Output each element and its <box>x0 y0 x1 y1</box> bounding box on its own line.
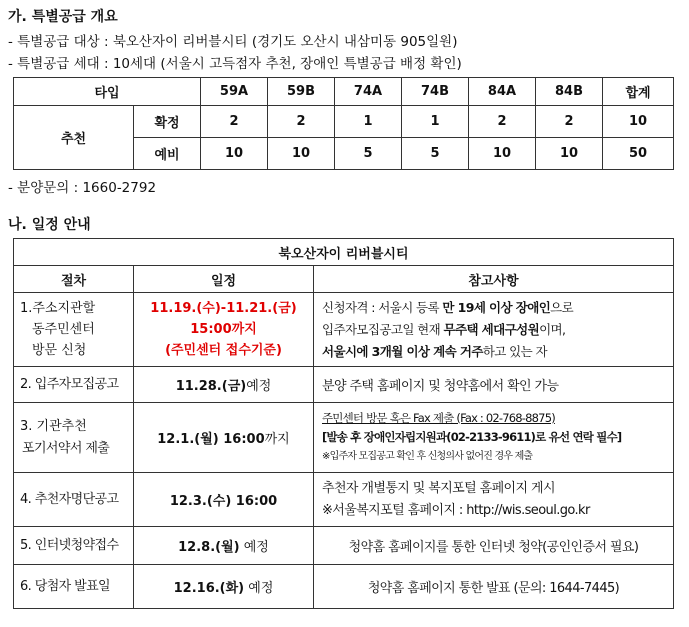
step5-procedure: 5. 인터넷청약접수 <box>14 527 134 565</box>
value-cell: 5 <box>402 138 469 170</box>
type-cell: 합계 <box>603 78 674 106</box>
type-cell: 84B <box>536 78 603 106</box>
value-cell: 2 <box>201 106 268 138</box>
note-line: 주민센터 방문 혹은 Fax 제출 (Fax : 02-768-8875) <box>322 411 555 425</box>
value-cell: 1 <box>402 106 469 138</box>
sched-normal: 예정 <box>246 379 272 394</box>
value-cell: 5 <box>335 138 402 170</box>
sched-normal: 까지 <box>264 432 290 447</box>
sched-normal: 예정 <box>239 540 269 555</box>
sched-normal: 예정 <box>244 581 274 596</box>
note-line: [발송 후 장애인자립지원과(02-2133-9611)로 유선 연락 필수] <box>322 430 622 444</box>
step6-schedule <box>134 565 314 609</box>
row-label: 확정 <box>134 106 201 138</box>
value-cell: 1 <box>335 106 402 138</box>
step1-proc-line: 1.주소지관할 <box>20 301 96 316</box>
special-supply-target: - 특별공급 대상 : 북오산자이 리버블시티 (경기도 오산시 내삼미동 905일원) <box>8 34 458 50</box>
value-cell: 2 <box>469 106 536 138</box>
step2-notes: 분양 주택 홈페이지 및 청약홈에서 확인 가능 <box>314 367 674 403</box>
step6-notes: 청약홈 홈페이지 통한 발표 (문의: 1644-7445) <box>314 565 674 609</box>
step6-procedure: 6. 당첨자 발표일 <box>14 565 134 609</box>
value-cell: 50 <box>603 138 674 170</box>
step3-notes <box>314 403 674 473</box>
note-emphasis: 만 19세 이상 장애인 <box>442 299 551 315</box>
sched-bold: 12.1.(월) 16:00 <box>157 432 265 447</box>
sched-bold: 12.16.(화) <box>173 581 245 596</box>
step3-proc-line: 3. 기관추천 <box>20 418 87 434</box>
step1-sched-line: (주민센터 접수기준) <box>165 343 282 358</box>
step1-sched-line: 15:00까지 <box>190 322 257 337</box>
note-text: 으로 <box>550 299 574 315</box>
step1-proc-line: 동주민센터 <box>32 322 95 337</box>
inquiry-line: - 분양문의 : 1660-2792 <box>8 180 157 196</box>
note-line: 추천자 개별통지 및 복지포털 홈페이지 게시 <box>322 480 555 496</box>
type-cell: 84A <box>469 78 536 106</box>
special-supply-households: - 특별공급 세대 : 10세대 (서울시 고득점자 추천, 장애인 특별공급 배정 확인) <box>8 56 462 72</box>
row-label: 예비 <box>134 138 201 170</box>
type-cell: 74A <box>335 78 402 106</box>
section-a-title: 가. 특별공급 개요 <box>8 9 118 25</box>
note-text: 신청자격 : 서울시 등록 <box>322 299 443 315</box>
step4-notes <box>314 473 674 527</box>
section-b-title: 나. 일정 안내 <box>8 217 91 233</box>
sched-bold: 11.28.(금) <box>175 379 247 394</box>
value-cell: 2 <box>268 106 335 138</box>
type-cell: 74B <box>402 78 469 106</box>
supply-table <box>13 77 674 170</box>
note-emphasis: 무주택 세대구성원 <box>443 321 540 337</box>
step1-sched-line: 11.19.(수)-11.21.(금) <box>150 301 297 316</box>
sched-bold: 12.8.(월) <box>178 540 240 555</box>
step5-notes: 청약홈 홈페이지를 통한 인터넷 청약(공인인증서 필요) <box>314 527 674 565</box>
step1-proc-line: 방문 신청 <box>32 343 87 358</box>
value-cell: 10 <box>536 138 603 170</box>
type-cell: 59B <box>268 78 335 106</box>
step1-procedure <box>14 293 134 367</box>
value-cell: 10 <box>603 106 674 138</box>
header-schedule: 일정 <box>134 266 314 293</box>
header-notes: 참고사항 <box>314 266 674 293</box>
step3-proc-line: 포기서약서 제출 <box>22 440 110 456</box>
note-text: 하고 있는 자 <box>482 343 547 359</box>
step3-procedure <box>14 403 134 473</box>
schedule-caption: 북오산자이 리버블시티 <box>14 239 674 266</box>
header-procedure: 절차 <box>14 266 134 293</box>
step1-schedule <box>134 293 314 367</box>
type-cell: 59A <box>201 78 268 106</box>
type-header: 타입 <box>14 78 201 106</box>
step2-schedule <box>134 367 314 403</box>
step5-schedule <box>134 527 314 565</box>
value-cell: 10 <box>469 138 536 170</box>
step2-procedure: 2. 입주자모집공고 <box>14 367 134 403</box>
note-emphasis: 서울시에 3개월 이상 계속 거주 <box>322 343 483 359</box>
step1-notes <box>314 293 674 367</box>
row-group-label: 추천 <box>14 106 134 170</box>
value-cell: 2 <box>536 106 603 138</box>
note-line: ※입주자 모집공고 확인 후 신청의사 없어진 경우 제출 <box>322 451 533 462</box>
note-line: ※서울복지포털 홈페이지 : http://wis.seoul.go.kr <box>322 502 590 518</box>
schedule-table <box>13 238 674 609</box>
step4-schedule: 12.3.(수) 16:00 <box>134 473 314 527</box>
value-cell: 10 <box>268 138 335 170</box>
value-cell: 10 <box>201 138 268 170</box>
step3-schedule <box>134 403 314 473</box>
step4-procedure: 4. 추천자명단공고 <box>14 473 134 527</box>
note-text: 이며, <box>539 321 566 337</box>
note-text: 입주자모집공고일 현재 <box>322 321 444 337</box>
